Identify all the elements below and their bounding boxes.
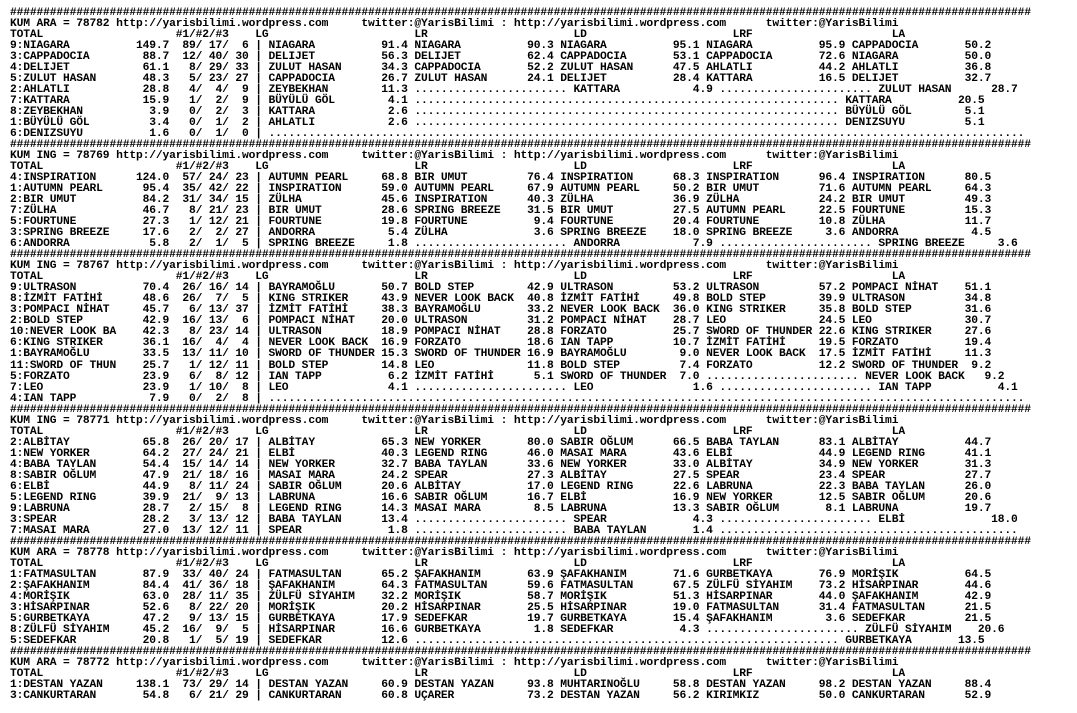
text-line: 8:ZÜLFÜ SİYAHIM 45.2 16/ 9/ 5 | HİSARPINAR 16.6 GURBETKAYA 1.8 SEDEFKAR 4.3 ....................... ZÜLFÜ SİYAHIM 20.6: [10, 623, 1005, 636]
text-line: KUM ARA = 78772 http://yarisbilimi.wordpress.com twitter:@YarisBilimi : http://yarisbilimi.wordpress.com twitter:@YarisBilimi: [10, 656, 899, 669]
text-line: KUM ING = 78771 http://yarisbilimi.wordpress.com twitter:@YarisBilimi : http://yarisbilimi.wordpress.com twitter:@YarisBilimi: [10, 414, 899, 427]
text-line: 3:SPRING BREEZE 17.6 2/ 2/ 27 | ANDORRA 5.4 ZÜLHA 3.6 SPRING BREEZE 18.0 SPRING BREEZE 3.6 ANDORRA 4.5: [10, 227, 992, 240]
text-line: 8:SABIR OĞLUM 47.9 21/ 18/ 16 | MASAI MARA 24.2 SPEAR 27.3 ALBİTAY 27.5 SPEAR 23.4 SPEAR 27.7: [10, 469, 992, 482]
text-line: KUM ARA = 78778 http://yarisbilimi.wordpress.com twitter:@YarisBilimi : http://yarisbilimi.wordpress.com twitter:@YarisBilimi: [10, 546, 899, 559]
text-line: 2:AHLATLI 28.8 4/ 4/ 9 | ZEYBEKHAN 11.3 ....................... KATTARA 4.9 ....................... ZULUT HASAN 28.7: [10, 84, 1018, 97]
text-line: KUM ING = 78769 http://yarisbilimi.wordpress.com twitter:@YarisBilimi : http://yarisbilimi.wordpress.com twitter:@YarisBilimi: [10, 150, 899, 163]
text-line: ##########################################################################################################################################################: [10, 7, 1031, 19]
text-line: 7:MASAI MARA 27.0 13/ 12/ 11 | SPEAR 1.8 ....................... BABA TAYLAN 1.4 .............................................: [10, 524, 1018, 537]
text-line: KUM ING = 78767 http://yarisbilimi.wordpress.com twitter:@YarisBilimi : http://yarisbilimi.wordpress.com twitter:@YarisBilimi: [10, 260, 899, 273]
text-line: 7:LEO 23.9 1/ 10/ 8 | LEO 4.1 ....................... LEO 1.6 ....................... IAN TAPP 4.1: [10, 381, 1018, 394]
text-line: 1:FATMASULTAN 87.9 33/ 40/ 24 | FATMASULTAN 65.2 ŞAFAKHANIM 63.9 ŞAFAKHANIM 71.6 GURBETKAYA 76.9 MORİŞIK 64.5: [10, 568, 992, 581]
text-line: TOTAL #1/#2/#3 LG LR LD LRF LA: [10, 425, 905, 438]
text-line: 9:LABRUNA 28.7 2/ 15/ 8 | LEGEND RING 14.3 MASAI MARA 8.5 LABRUNA 13.3 SABIR OĞLUM 8.1 LABRUNA 19.7: [10, 502, 992, 515]
text-line: ##########################################################################################################################################################: [10, 645, 1031, 658]
text-line: KUM ARA = 78782 http://yarisbilimi.wordpress.com twitter:@YarisBilimi : http://yarisbilimi.wordpress.com twitter:@YarisBilimi: [10, 18, 899, 31]
text-line: TOTAL #1/#2/#3 LG LR LD LRF LA: [10, 667, 905, 680]
text-line: 5:FORZATO 23.9 6/ 8/ 12 | IAN TAPP 6.2 İZMİT FATİHİ 5.1 SWORD OF THUNDER 7.0 ....................... NEVER LOOK BACK 9.2: [10, 370, 1005, 383]
text-line: 5:FOURTUNE 27.3 1/ 12/ 21 | FOURTUNE 19.8 FOURTUNE 9.4 FOURTUNE 20.4 FOURTUNE 10.8 ZÜLHA 11.7: [10, 216, 992, 229]
text-line: 7:KATTARA 15.9 1/ 2/ 9 | BÜYÜLÜ GÖL 4.1 ................................................................ KATTARA 20.5: [10, 95, 985, 108]
text-line: 4:BABA TAYLAN 54.4 15/ 14/ 14 | NEW YORKER 32.7 BABA TAYLAN 33.6 NEW YORKER 33.0 ALBİTAY 34.9 NEW YORKER 31.3: [10, 458, 992, 471]
text-line: TOTAL #1/#2/#3 LG LR LD LRF LA: [10, 557, 905, 570]
text-line: 1:NEW YORKER 64.2 27/ 24/ 21 | ELBİ 40.3 LEGEND RING 46.0 MASAI MARA 43.6 ELBİ 44.9 LEGEND RING 41.1: [10, 447, 992, 460]
text-line: TOTAL #1/#2/#3 LG LR LD LRF LA: [10, 29, 905, 42]
text-line: 8:İZMİT FATİHİ 48.6 26/ 7/ 5 | KING STRIKER 43.9 NEVER LOOK BACK 40.8 İZMİT FATİHİ 49.8 BOLD STEP 39.9 ULTRASON 34.8: [10, 293, 992, 306]
text-line: 5:SEDEFKAR 20.8 1/ 5/ 19 | SEDEFKAR 12.6 ................................................................ GURBETKAYA 13.5: [10, 634, 985, 647]
text-line: 3:CANKURTARAN 54.8 6/ 21/ 29 | CANKURTARAN 60.8 UÇARER 73.2 DESTAN YAZAN 56.2 KIRIMKIZ 50.0 CANKURTARAN 52.9: [10, 689, 992, 702]
text-line: 7:ZÜLHA 46.7 8/ 21/ 23 | BIR UMUT 28.6 SPRING BREEZE 31.5 BIR UMUT 27.5 AUTUMN PEARL 22.5 FOURTUNE 15.3: [10, 205, 992, 218]
text-line: 3:POMPACI NİHAT 45.7 6/ 13/ 37 | İZMİT FATİHİ 38.3 BAYRAMOĞLU 33.2 NEVER LOOK BACK 36.0 KING STRIKER 35.8 BOLD STEP 31.6: [10, 304, 992, 317]
text-line: 5:GURBETKAYA 47.2 9/ 13/ 15 | GURBETKAYA 17.9 SEDEFKAR 19.7 GURBETKAYA 15.4 ŞAFAKHANIM 3.6 SEDEFKAR 21.5: [10, 612, 992, 625]
text-line: ##########################################################################################################################################################: [10, 403, 1031, 416]
text-line: 1:BAYRAMOĞLU 33.5 13/ 11/ 10 | SWORD OF THUNDER 15.3 SWORD OF THUNDER 16.9 BAYRAMOĞLU 9.0 NEVER LOOK BACK 17.5 İZMİT FATİHİ 11.3: [10, 348, 992, 361]
text-line: 4:INSPIRATION 124.0 57/ 24/ 23 | AUTUMN PEARL 68.8 BIR UMUT 76.4 INSPIRATION 68.3 INSPIRATION 96.4 INSPIRATION 80.5: [10, 172, 992, 185]
text-line: 1:DESTAN YAZAN 138.1 73/ 29/ 14 | DESTAN YAZAN 60.9 DESTAN YAZAN 93.8 MUHTARINOĞLU 58.8 DESTAN YAZAN 98.2 DESTAN YAZAN 88.4: [10, 678, 992, 691]
text-line: 4:IAN TAPP 7.9 0/ 2/ 8 | ..................................................................................................................: [10, 392, 1025, 405]
text-line: 6:DENIZSUYU 1.6 0/ 1/ 0 | ..................................................................................................................: [10, 128, 1025, 141]
text-line: 1:AUTUMN PEARL 95.4 35/ 42/ 22 | INSPIRATION 59.0 AUTUMN PEARL 67.9 AUTUMN PEARL 50.2 BIR UMUT 71.6 AUTUMN PEARL 64.3: [10, 183, 992, 196]
text-line: 2:BIR UMUT 84.2 31/ 34/ 15 | ZÜLHA 45.6 INSPIRATION 40.3 ZÜLHA 36.9 ZÜLHA 24.2 BIR UMUT 49.3: [10, 194, 992, 207]
text-line: 3:CAPPADOCIA 88.7 12/ 40/ 30 | DELIJET 56.3 DELIJET 62.4 CAPPADOCIA 53.1 CAPPADOCIA 72.6 NIAGARA 50.0: [10, 51, 992, 64]
text-line: 9:ULTRASON 70.4 26/ 16/ 14 | BAYRAMOĞLU 50.7 BOLD STEP 42.9 ULTRASON 53.2 ULTRASON 57.2 POMPACI NİHAT 51.1: [10, 282, 992, 295]
text-line: ##########################################################################################################################################################: [10, 535, 1031, 548]
text-line: 11:SWORD OF THUN 25.7 1/ 12/ 11 | BOLD STEP 14.8 LEO 11.8 BOLD STEP 7.4 FORZATO 12.2 SWORD OF THUNDER 9.2: [10, 359, 992, 372]
text-line: 2:BOLD STEP 42.9 16/ 13/ 6 | POMPACI NİHAT 20.0 ULTRASON 31.2 POMPACI NİHAT 28.7 LEO 24.5 LEO 30.7: [10, 315, 992, 328]
text-line: 2:ALBİTAY 65.8 26/ 20/ 17 | ALBİTAY 65.3 NEW YORKER 80.0 SABIR OĞLUM 66.5 BABA TAYLAN 83.1 ALBİTAY 44.7: [10, 436, 992, 449]
text-line: 5:ZULUT HASAN 48.3 5/ 23/ 27 | CAPPADOCIA 26.7 ZULUT HASAN 24.1 DELIJET 28.4 KATTARA 16.5 DELIJET 32.7: [10, 73, 992, 86]
text-line: 6:ANDORRA 5.8 2/ 1/ 5 | SPRING BREEZE 1.8 ....................... ANDORRA 7.9 ....................... SPRING BREEZE 3.6: [10, 238, 1018, 251]
text-line: 3:SPEAR 28.2 3/ 13/ 12 | BABA TAYLAN 13.4 ....................... SPEAR 4.3 ....................... ELBİ 18.0: [10, 513, 1018, 526]
text-line: 8:ZEYBEKHAN 3.9 0/ 2/ 3 | KATTARA 2.6 ................................................................ BÜYÜLÜ GÖL 5.1: [10, 106, 985, 119]
text-line: 10:NEVER LOOK BA 42.3 8/ 23/ 14 | ULTRASON 18.9 POMPACI NİHAT 28.8 FORZATO 25.7 SWORD OF THUNDER 22.6 KING STRIKER 27.6: [10, 326, 992, 339]
text-line: 6:ELBİ 44.9 8/ 11/ 24 | SABIR OĞLUM 20.6 ALBİTAY 17.0 LEGEND RING 22.6 LABRUNA 22.3 BABA TAYLAN 26.0: [10, 480, 992, 493]
text-line: 5:LEGEND RING 39.9 21/ 9/ 13 | LABRUNA 16.6 SABIR OĞLUM 16.7 ELBİ 16.9 NEW YORKER 12.5 SABIR OĞLUM 20.6: [10, 491, 992, 504]
text-line: ##########################################################################################################################################################: [10, 139, 1031, 152]
text-line: TOTAL #1/#2/#3 LG LR LD LRF LA: [10, 271, 905, 284]
text-line: 1:BÜYÜLÜ GÖL 3.4 0/ 1/ 2 | AHLATLI 2.6 ................................................................ DENIZSUYU 5.1: [10, 117, 985, 130]
text-line: 2:ŞAFAKHANIM 84.4 41/ 36/ 18 | ŞAFAKHANIM 64.3 FATMASULTAN 59.6 FATMASULTAN 67.5 ZÜLFÜ SİYAHIM 73.2 HİSARPINAR 44.6: [10, 579, 992, 592]
text-line: ##########################################################################################################################################################: [10, 249, 1031, 262]
text-line: 3:HİSARPINAR 52.6 8/ 22/ 20 | MORİŞIK 20.2 HİSARPINAR 25.5 HİSARPINAR 19.0 FATMASULTAN 31.4 FATMASULTAN 21.5: [10, 601, 992, 614]
text-line: 9:NIAGARA 149.7 89/ 17/ 6 | NIAGARA 91.4 NIAGARA 90.3 NIAGARA 95.1 NIAGARA 95.9 CAPPADOCIA 50.2: [10, 40, 992, 53]
text-line: 4:MORİŞIK 63.0 28/ 11/ 35 | ZÜLFÜ SİYAHIM 32.2 MORİŞIK 58.7 MORİŞIK 51.3 HİSARPINAR 44.0 ŞAFAKHANIM 42.9: [10, 590, 992, 603]
text-line: 4:DELIJET 61.1 8/ 29/ 33 | ZULUT HASAN 34.3 CAPPADOCIA 52.2 ZULUT HASAN 47.5 AHLATLI 44.2 AHLATLI 36.8: [10, 62, 992, 75]
text-line: TOTAL #1/#2/#3 LG LR LD LRF LA: [10, 161, 905, 174]
text-line: 6:KING STRIKER 36.1 16/ 4/ 4 | NEVER LOOK BACK 16.9 FORZATO 18.6 IAN TAPP 10.7 İZMİT FATİHİ 19.5 FORZATO 19.4: [10, 337, 992, 350]
